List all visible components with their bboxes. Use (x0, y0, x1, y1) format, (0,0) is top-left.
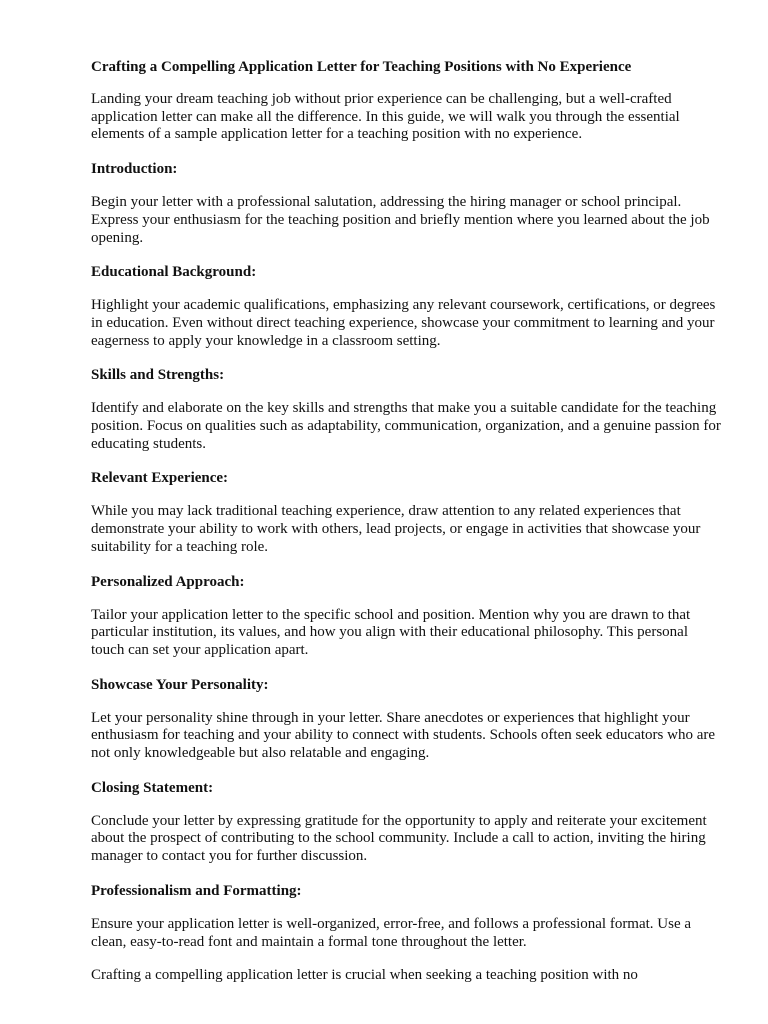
section-body-personalized-approach: Tailor your application letter to the specific school and position. Mention why you are drawn to that particular institution, its values, and how you align with their educational philosophy. This personal touch can set your application apart. (91, 606, 691, 658)
section-heading-educational-background: Educational Background: (91, 264, 257, 281)
page-title: Crafting a Compelling Application Letter for Teaching Positions with No Experience (91, 59, 632, 75)
document-page (91, 58, 721, 1001)
section-heading-introduction: Introduction: (91, 161, 178, 178)
section-heading-professionalism-formatting: Professionalism and Formatting: (91, 882, 302, 899)
section-heading-closing-statement: Closing Statement: (91, 779, 214, 796)
section-body-showcase-personality: Let your personality shine through in your letter. Share anecdotes or experiences that highlight your enthusiasm for teaching and your ability to connect with students. Schools often seek educators who are not only knowledgeable but also relatable and engaging. (91, 709, 716, 762)
section-heading-personalized-approach: Personalized Approach: (91, 573, 245, 590)
section-body-relevant-experience: While you may lack traditional teaching experience, draw attention to any related experiences that demonstrate your ability to work with others, lead projects, or engage in activities that showcase your suitability for a teaching role. (91, 503, 701, 555)
section-body-skills-and-strengths: Identify and elaborate on the key skills and strengths that make you a suitable candidate for the teaching position. Focus on qualities such as adaptability, communication, organization, and a genuine passion for educating students. (91, 400, 721, 452)
intro-paragraph: Landing your dream teaching job without prior experience can be challenging, but a well-crafted application letter can make all the difference. In this guide, we will walk you through the essential elements of a sample application letter for a teaching position with no experience. (91, 91, 680, 143)
section-body-introduction: Begin your letter with a professional salutation, addressing the hiring manager or school principal. Express your enthusiasm for the teaching position and briefly mention where you learned about the job opening. (91, 194, 710, 246)
closing-paragraph: Crafting a compelling application letter is crucial when seeking a teaching position with no (91, 967, 638, 984)
section-heading-relevant-experience: Relevant Experience: (91, 470, 229, 487)
section-body-professionalism-formatting: Ensure your application letter is well-organized, error-free, and follows a professional format. Use a clean, easy-to-read font and maintain a formal tone throughout the letter. (91, 915, 692, 950)
section-body-closing-statement: Conclude your letter by expressing gratitude for the opportunity to apply and reiterate your excitement about the prospect of contributing to the school community. Include a call to action, inviting the hiring manager to contact you for further discussion. (91, 812, 707, 865)
section-heading-skills-and-strengths: Skills and Strengths: (91, 367, 225, 384)
section-body-educational-background: Highlight your academic qualifications, emphasizing any relevant coursework, certifications, or degrees in education. Even without direct teaching experience, showcase your commitment to learning and your eagerness to apply your knowledge in a classroom setting. (91, 297, 716, 349)
section-heading-showcase-personality: Showcase Your Personality: (91, 676, 269, 693)
